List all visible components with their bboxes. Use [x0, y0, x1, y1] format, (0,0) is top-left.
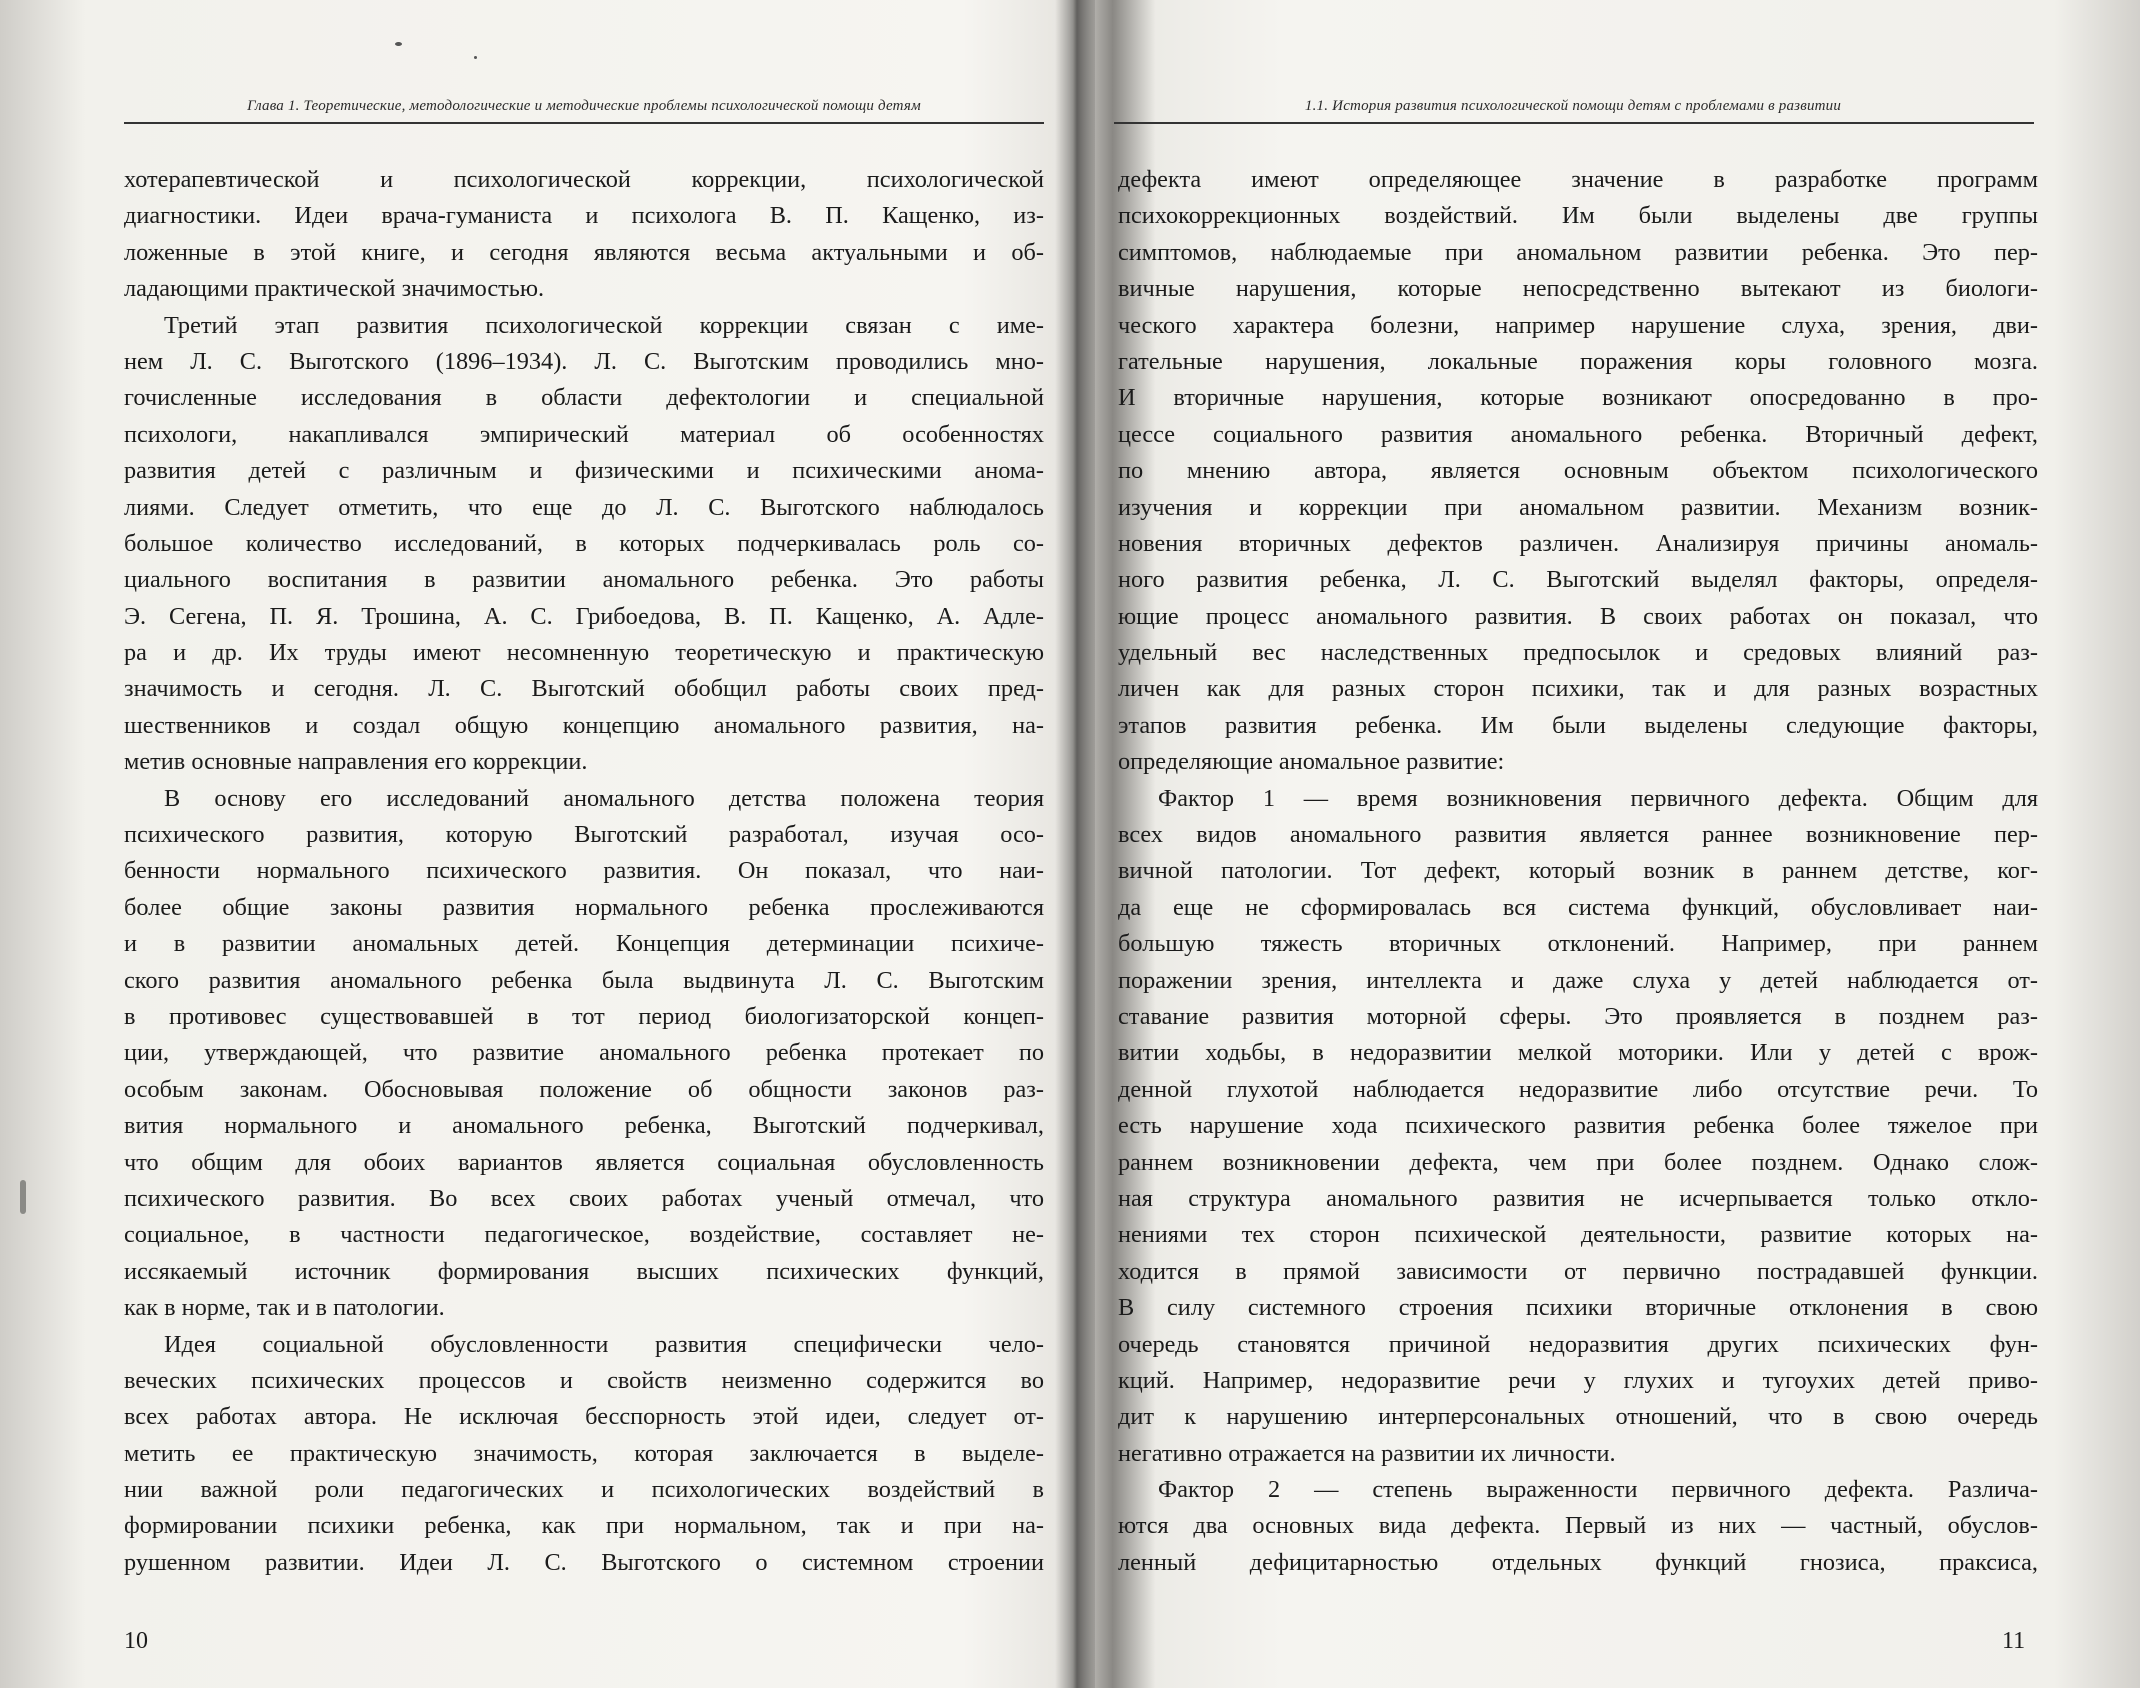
text-line: социальное, в частности педагогическое, воздействие, составляет не- [124, 1221, 1044, 1249]
text-line: как в норме, так и в патологии. [124, 1294, 445, 1322]
text-line: рушенном развитии. Идеи Л. С. Выготского о системном строении [124, 1548, 1044, 1576]
scan-speck [395, 42, 402, 46]
text-line: определяющие аномальное развитие: [1118, 748, 1505, 776]
text-line: ции, утверждающей, что развитие аномального ребенка протекает по [124, 1039, 1044, 1067]
text-line: большое количество исследований, в которых подчеркивалась роль со- [124, 529, 1044, 557]
text-line: дефекта имеют определяющее значение в разработке программ [1118, 166, 2038, 193]
text-line: ского развития аномального ребенка была выдвинута Л. С. Выготским [124, 966, 1044, 994]
right-page [1090, 0, 2140, 1688]
text-line: ра и др. Их труды имеют несомненную теоретическую и практическую [124, 639, 1044, 667]
text-line: психического развития, которую Выготский разработал, изучая осо- [124, 821, 1044, 849]
text-line: хотерапевтической и психологической коррекции, психологической [124, 166, 1044, 193]
text-line: очередь становятся причиной недоразвития других психических фун- [1118, 1330, 2038, 1358]
text-line: ходится в прямой зависимости от первично пострадавшей функции. [1118, 1257, 2038, 1285]
text-line: гочисленные исследования в области дефектологии и специальной [124, 384, 1044, 412]
text-line: витии ходьбы, в недоразвитии мелкой моторики. Или у детей с врож- [1118, 1039, 2038, 1067]
text-line: И вторичные нарушения, которые возникают опосредованно в про- [1118, 384, 2038, 412]
text-line: поражении зрения, интеллекта и даже слуха у детей наблюдается от- [1118, 966, 2038, 994]
text-line: раннем возникновении дефекта, чем при более позднем. Однако слож- [1118, 1148, 2038, 1176]
text-line: шественников и создал общую концепцию аномального развития, на- [124, 711, 1044, 739]
text-line: Фактор 2 — степень выраженности первичного дефекта. Различа- [1158, 1476, 2038, 1504]
text-line: ленный дефицитарностью отдельных функций гнозиса, праксиса, [1118, 1548, 2038, 1576]
text-line: ложенные в этой книге, и сегодня являются весьма актуальными и об- [124, 238, 1044, 266]
text-line: В силу системного строения психики вторичные отклонения в свою [1118, 1294, 2038, 1322]
text-line: диагностики. Идеи врача-гуманиста и психолога В. П. Кащенко, из- [124, 202, 1044, 230]
text-line: метив основные направления его коррекции. [124, 748, 588, 776]
left-page-number: 10 [124, 1628, 148, 1654]
text-line: ставание развития моторной сферы. Это проявляется в позднем раз- [1118, 1002, 2038, 1030]
text-line: большую тяжесть вторичных отклонений. Например, при раннем [1118, 930, 2038, 958]
text-line: веческих психических процессов и свойств неизменно содержится во [124, 1366, 1044, 1394]
text-line: да еще не сформировалась вся система функций, обусловливает наи- [1118, 893, 2038, 921]
right-running-head: 1.1. История развития психологической помощи детям с проблемами в развитии [1304, 98, 1842, 114]
text-line: удельный вес наследственных предпосылок и средовых влияний раз- [1118, 639, 2038, 667]
text-line: по мнению автора, является основным объектом психологического [1118, 457, 2038, 485]
text-line: нем Л. С. Выготского (1896–1934). Л. С. Выготским проводились мно- [124, 347, 1044, 375]
text-line: нии важной роли педагогических и психологических воздействий в [124, 1476, 1044, 1504]
text-line: психологи, накапливался эмпирический материал об особенностях [124, 420, 1044, 448]
text-line: особым законам. Обосновывая положение об общности законов раз- [124, 1075, 1044, 1103]
text-line: циального воспитания в развитии аномального ребенка. Это работы [124, 566, 1044, 594]
scan-speck [20, 1180, 26, 1214]
text-line: симптомов, наблюдаемые при аномальном развитии ребенка. Это пер- [1118, 238, 2038, 266]
text-line: и в развитии аномальных детей. Концепция детерминации психиче- [124, 930, 1044, 958]
text-line: ческого характера болезни, например нарушение слуха, зрения, дви- [1118, 311, 2038, 339]
text-line: Идея социальной обусловленности развития специфически чело- [164, 1330, 1044, 1358]
text-line: ющие процесс аномального развития. В своих работах он показал, что [1118, 602, 2038, 630]
text-line: психокоррекционных воздействий. Им были выделены две группы [1118, 202, 2038, 230]
text-line: иссякаемый источник формирования высших психических функций, [124, 1257, 1044, 1285]
text-line: кций. Например, недоразвитие речи у глухих и тугоухих детей приво- [1118, 1366, 2038, 1394]
right-page-number: 11 [2002, 1628, 2026, 1654]
text-line: Фактор 1 — время возникновения первичного дефекта. Общим для [1158, 784, 2038, 812]
text-line: Третий этап развития психологической коррекции связан с име- [164, 311, 1044, 339]
text-line: формировании психики ребенка, как при нормальном, так и при на- [124, 1512, 1044, 1540]
text-line: ладающими практической значимостью. [124, 275, 545, 303]
text-line: ного развития ребенка, Л. С. Выготский выделял факторы, определя- [1118, 566, 2038, 594]
text-line: ная структура аномального развития не исчерпывается только откло- [1118, 1184, 2038, 1212]
text-line: изучения и коррекции при аномальном развитии. Механизм возник- [1118, 493, 2038, 521]
text-line: всех видов аномального развития является раннее возникновение пер- [1118, 821, 2038, 849]
text-line: всех работах автора. Не исключая бесспорность этой идеи, следует от- [124, 1403, 1044, 1431]
text-line: значимость и сегодня. Л. С. Выготский обобщил работы своих пред- [124, 675, 1044, 703]
text-line: цессе социального развития аномального ребенка. Вторичный дефект, [1118, 420, 2038, 448]
text-line: психического развития. Во всех своих работах ученый отмечал, что [124, 1184, 1044, 1212]
text-line: что общим для обоих вариантов является социальная обусловленность [124, 1148, 1044, 1176]
left-header-rule [124, 122, 1044, 124]
text-line: в противовес существовавшей в тот период биологизаторской концеп- [124, 1002, 1044, 1030]
text-line: бенности нормального психического развития. Он показал, что наи- [124, 857, 1044, 885]
text-line: есть нарушение хода психического развития ребенка более тяжелое при [1118, 1112, 2038, 1140]
right-header-rule [1114, 122, 2034, 124]
text-line: дит к нарушению интерперсональных отношений, что в свою очередь [1118, 1403, 2038, 1431]
text-line: этапов развития ребенка. Им были выделены следующие факторы, [1118, 711, 2038, 739]
text-line: метить ее практическую значимость, которая заключается в выделе- [124, 1439, 1044, 1467]
left-running-head: Глава 1. Теоретические, методологические и методические проблемы психологической помощи детям [247, 98, 921, 114]
scan-speck [474, 56, 477, 59]
left-body-text [124, 162, 1044, 1581]
text-line: вичные нарушения, которые непосредственно вытекают из биологи- [1118, 275, 2038, 303]
text-line: гательные нарушения, локальные поражения коры головного мозга. [1118, 347, 2038, 375]
text-line: личен как для разных сторон психики, так и для разных возрастных [1118, 675, 2038, 703]
text-line: нениями тех сторон психической деятельности, развитие которых на- [1118, 1221, 2038, 1249]
text-line: новения вторичных дефектов различен. Анализируя причины аномаль- [1118, 529, 2038, 557]
text-line: лиями. Следует отметить, что еще до Л. С. Выготского наблюдалось [124, 493, 1044, 521]
text-line: негативно отражается на развитии их личности. [1118, 1439, 1616, 1467]
text-line: вития нормального и аномального ребенка, Выготский подчеркивал, [124, 1112, 1044, 1140]
text-line: ются два основных вида дефекта. Первый из них — частный, обуслов- [1118, 1512, 2038, 1540]
text-line: вичной патологии. Тот дефект, который возник в раннем детстве, ког- [1118, 857, 2038, 885]
right-body-text [1118, 162, 2038, 1581]
text-line: денной глухотой наблюдается недоразвитие либо отсутствие речи. То [1118, 1075, 2038, 1103]
text-line: Э. Сегена, П. Я. Трошина, А. С. Грибоедова, В. П. Кащенко, А. Адле- [124, 602, 1044, 630]
text-line: более общие законы развития нормального ребенка прослеживаются [124, 893, 1044, 921]
text-line: В основу его исследований аномального детства положена теория [164, 784, 1044, 812]
text-line: развития детей с различным и физическими и психическими анома- [124, 457, 1044, 485]
